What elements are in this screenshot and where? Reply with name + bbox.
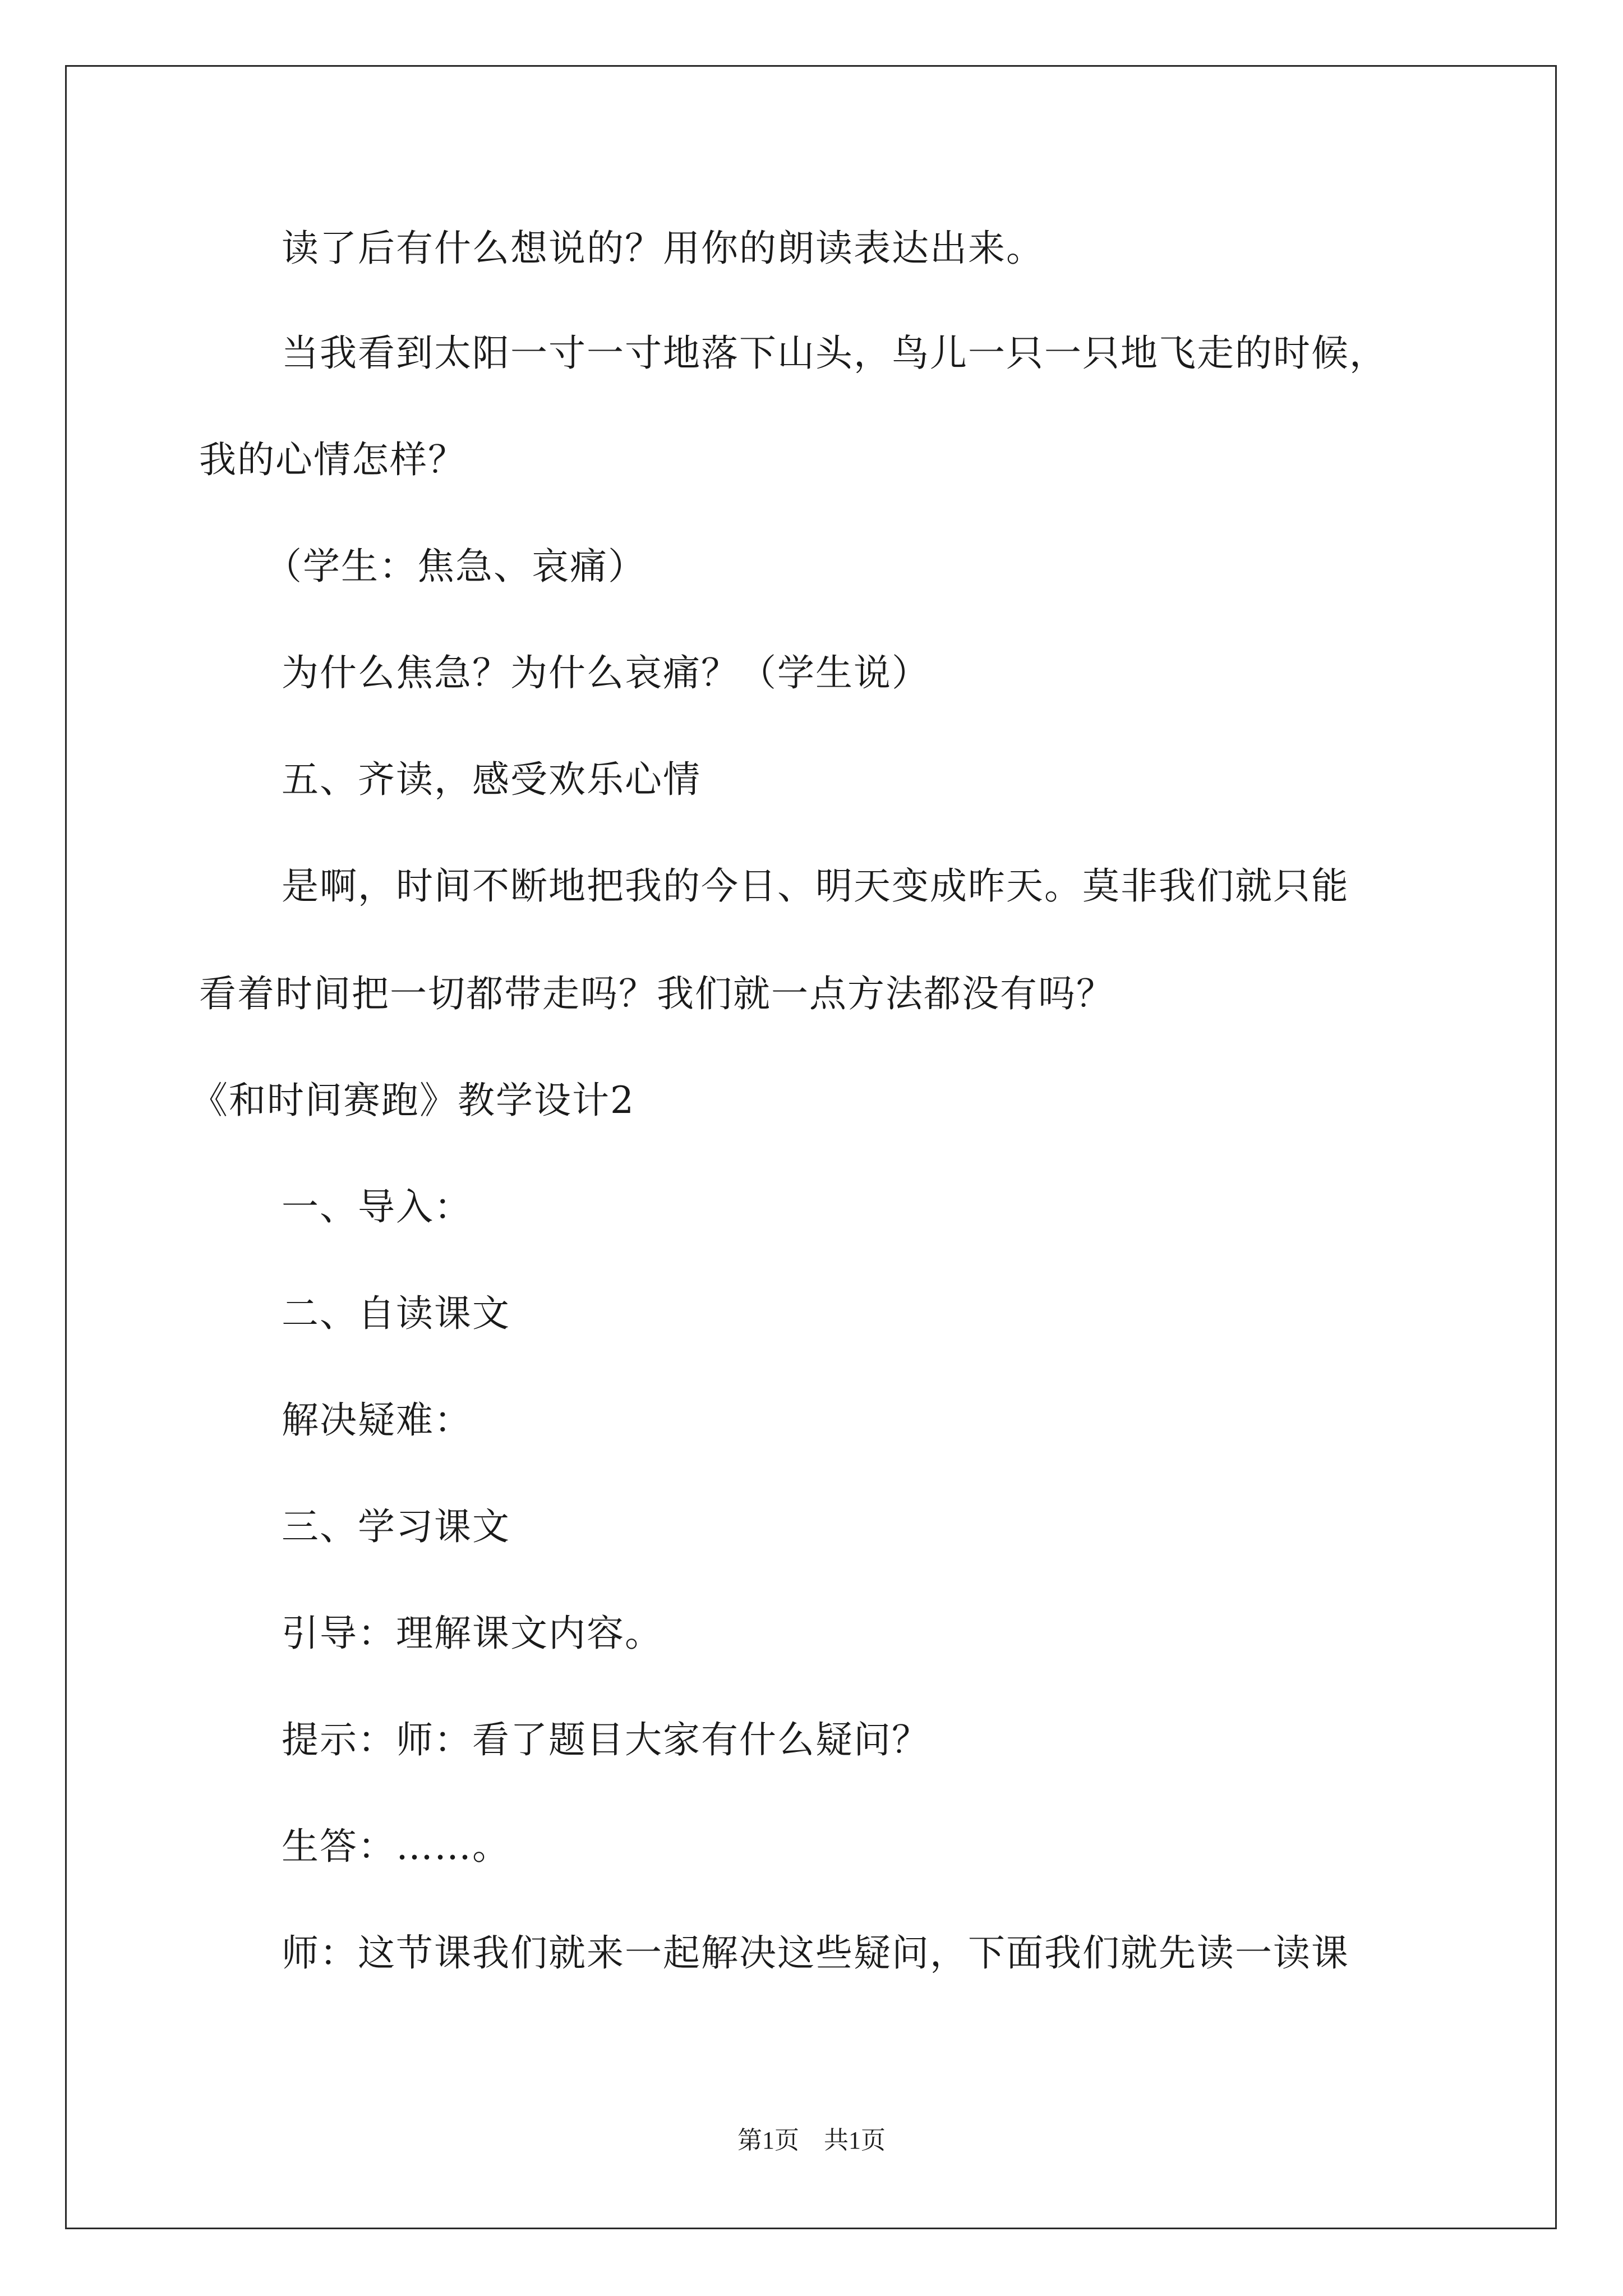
page-number-total: 共1页 [824,2127,886,2154]
section-heading: 三、学习课文 [282,1505,510,1548]
text-line: 看着时间把一切都带走吗？我们就一点方法都没有吗？ [199,972,1114,1015]
text-line: 引导：理解课文内容。 [282,1612,663,1655]
document-title: 《和时间赛跑》教学设计2 [191,1079,635,1122]
text-line: 读了后有什么想说的？用你的朗读表达出来。 [282,227,1044,270]
text-line: 当我看到太阳一寸一寸地落下山头，鸟儿一只一只地飞走的时候， [282,332,1387,375]
text-line: 提示：师：看了题目大家有什么疑问？ [282,1718,930,1761]
page-footer [0,2125,1623,2156]
text-line: 为什么焦急？为什么哀痛？（学生说） [282,651,930,694]
text-line: 是啊，时间不断地把我的今日、明天变成昨天。莫非我们就只能 [282,864,1349,908]
text-line: 解决疑难： [282,1398,472,1442]
text-line: 我的心情怎样？ [199,438,466,481]
page-number-current: 第1页 [737,2127,799,2154]
section-heading: 五、齐读，感受欢乐心情 [282,758,701,801]
text-line: （学生：焦急、哀痛） [265,545,646,588]
text-line: 生答：……。 [282,1825,510,1868]
page-border [65,65,1557,2229]
section-heading: 二、自读课文 [282,1292,510,1335]
text-line: 师：这节课我们就来一起解决这些疑问，下面我们就先读一读课 [282,1931,1349,1975]
section-heading: 一、导入： [282,1185,472,1228]
